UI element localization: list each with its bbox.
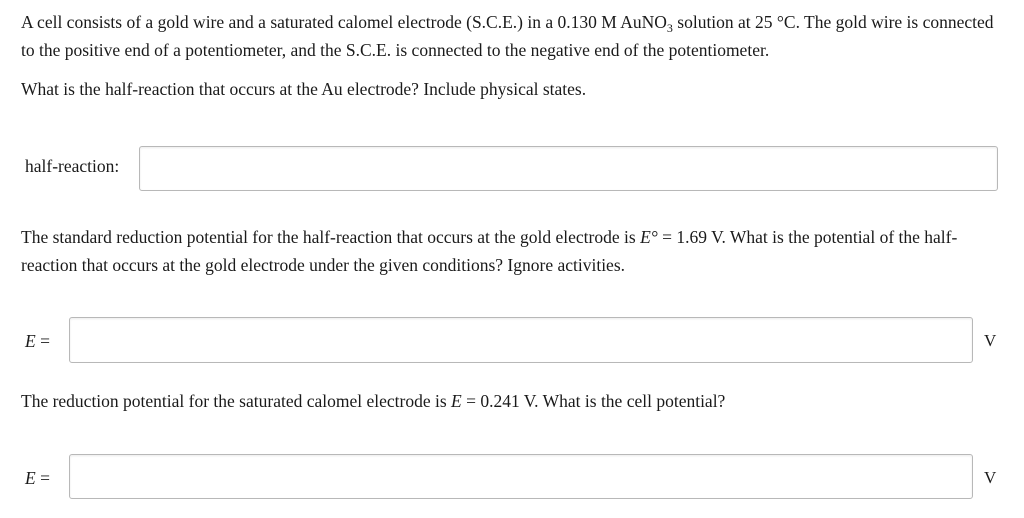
cell-potential-label: E = <box>25 468 50 488</box>
cell-potential-unit: V <box>984 468 997 487</box>
cell-potential-input[interactable] <box>69 454 973 499</box>
question-gold-potential: The standard reduction potential for the half-reaction that occurs at the gold electrode is E° = 1.69 V. What is the potential of the half-reaction that occurs at the gold electrode under the given conditions? Ignore activities. <box>21 227 958 275</box>
gold-potential-label: E = <box>25 331 50 351</box>
question-intro: A cell consists of a gold wire and a saturated calomel electrode (S.C.E.) in a 0.130 M AuNO$_3$ solution at 25 °C. The gold wire is connected to the positive end of a potentiometer, and the S.C.E. is connected to the negative end of the potentiometer. <box>21 12 994 60</box>
question-half-reaction: What is the half-reaction that occurs at the Au electrode? Include physical states. <box>21 79 587 99</box>
gold-potential-unit: V <box>984 331 997 350</box>
half-reaction-label: half-reaction: <box>25 156 120 176</box>
gold-potential-input[interactable] <box>69 317 973 363</box>
half-reaction-input[interactable] <box>139 146 998 191</box>
question-cell-potential: The reduction potential for the saturated calomel electrode is E = 0.241 V. What is the cell potential? <box>21 391 726 411</box>
